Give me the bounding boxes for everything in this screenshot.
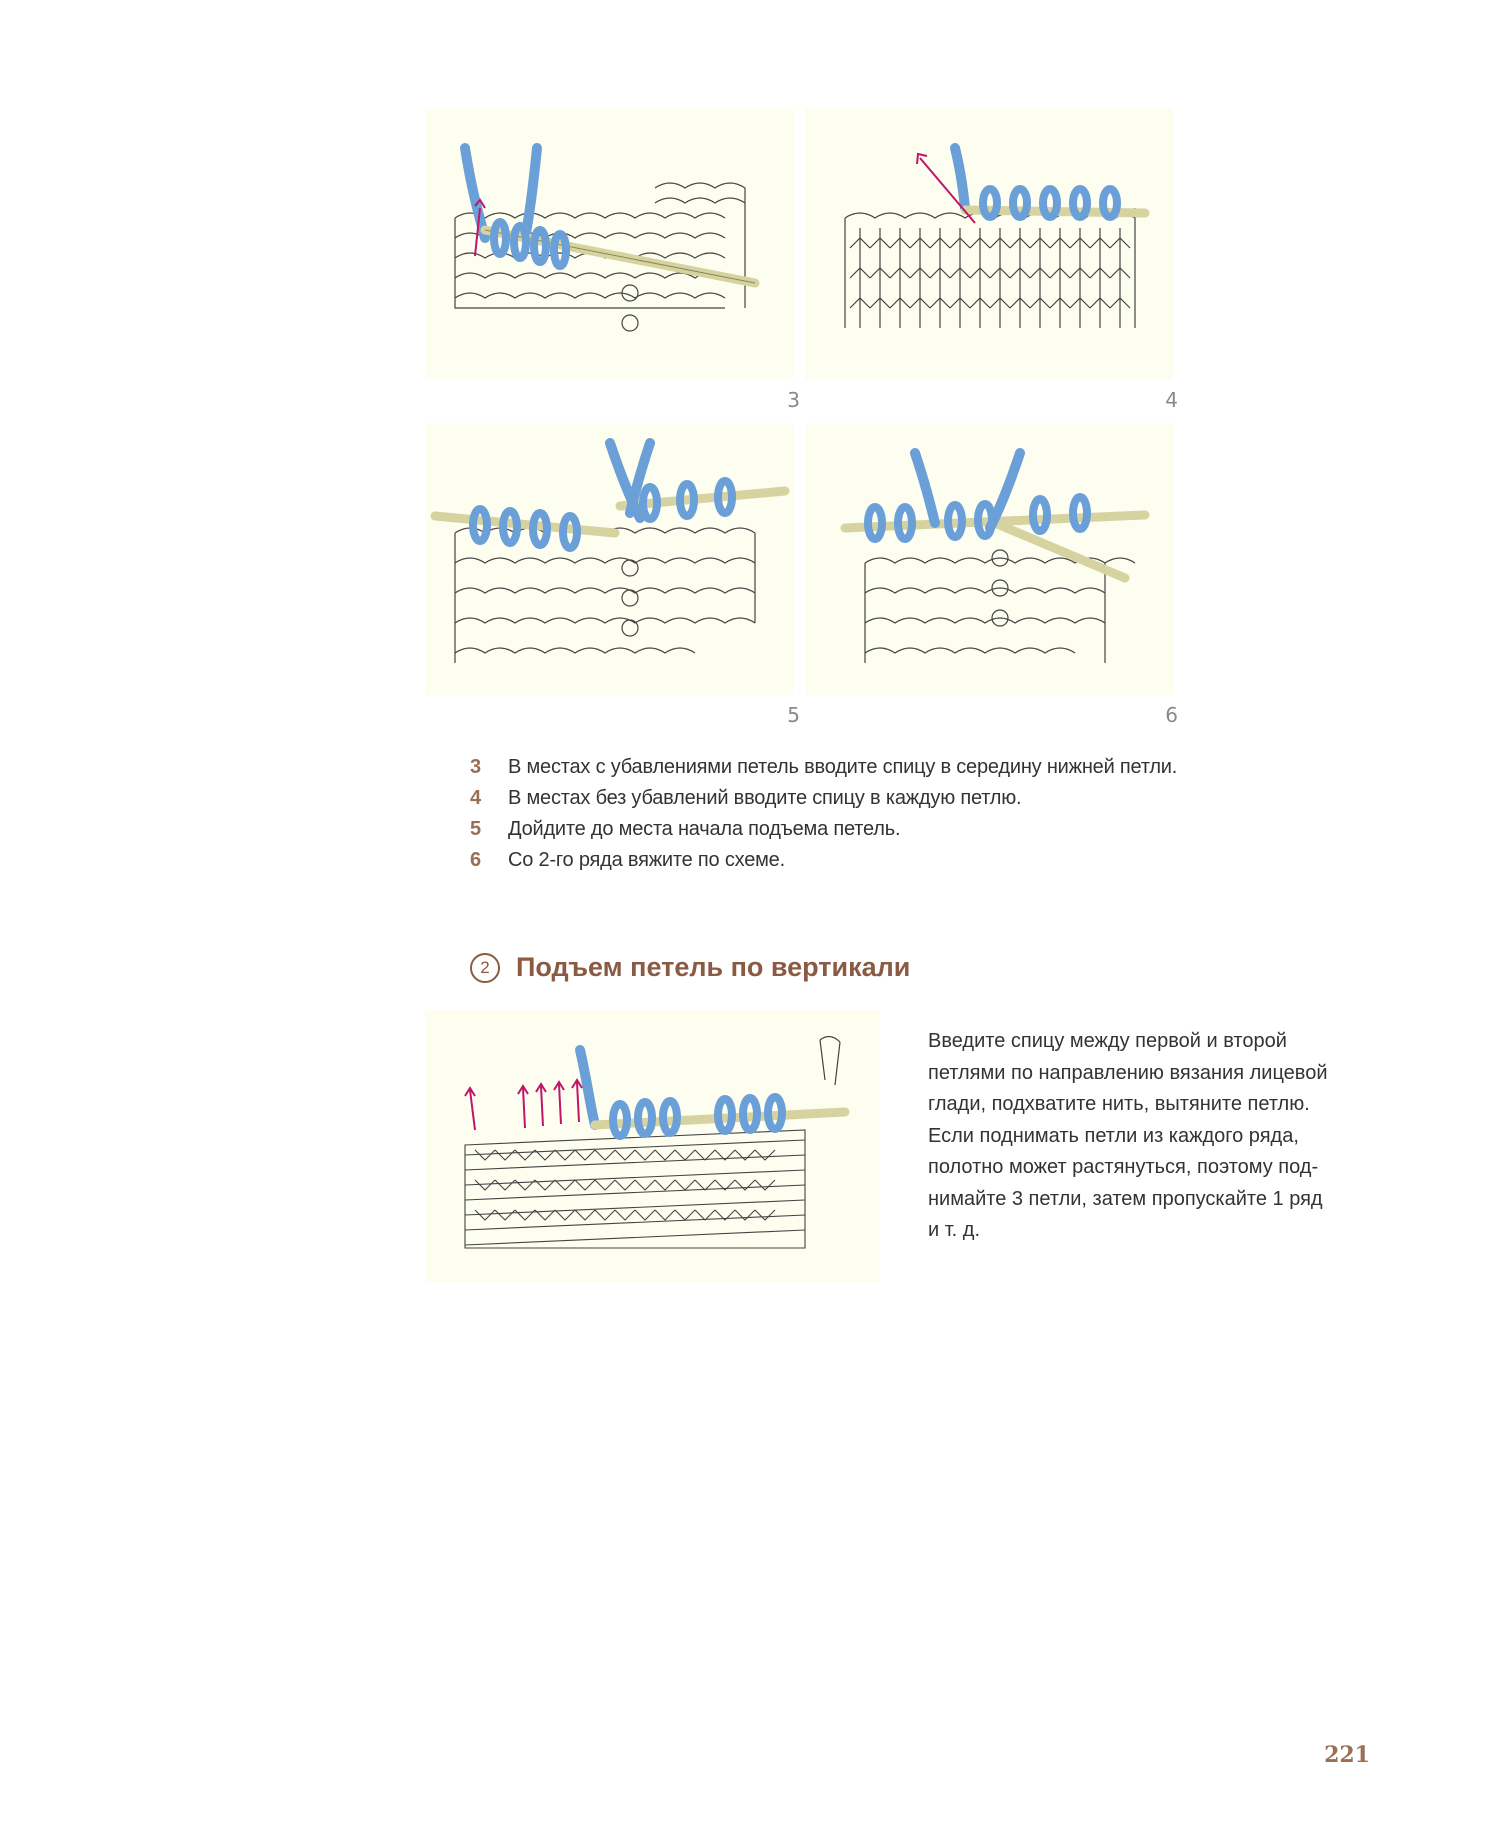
list-item	[470, 752, 1230, 783]
description-line: нимайте 3 петли, затем пропускайте 1 ряд	[928, 1187, 1323, 1210]
step-text: Со 2-го ряда вяжите по схеме.	[508, 849, 785, 871]
section-description	[928, 1026, 1348, 1247]
figure-6-illustration	[805, 423, 1173, 695]
page-number: 221	[1324, 1742, 1370, 1768]
step-number: 5	[470, 818, 482, 840]
section-marker: 2	[470, 953, 500, 983]
step-number: 4	[470, 787, 482, 809]
list-item	[470, 845, 1230, 876]
description-line: Введите спицу между первой и второй	[928, 1030, 1287, 1052]
step-text: В местах с убавлениями петель вводите спицу в середину нижней петли.	[508, 756, 1178, 778]
steps-list	[470, 752, 1230, 876]
description-line: петлями по направлению вязания лицевой	[928, 1061, 1328, 1084]
description-line: и т. д.	[928, 1219, 981, 1241]
figure-5-illustration	[425, 423, 793, 695]
description-line: глади, подхватите нить, вытяните петлю.	[928, 1093, 1310, 1115]
figure-number: 4	[1165, 388, 1178, 412]
figure-number: 5	[787, 703, 800, 727]
figure-3-illustration	[425, 108, 793, 380]
vertical-pickup-illustration	[425, 1010, 880, 1282]
step-number: 3	[470, 756, 482, 778]
section-heading	[470, 952, 910, 983]
figure-number: 3	[787, 388, 800, 412]
list-item	[470, 814, 1230, 845]
step-text: В местах без убавлений вводите спицу в каждую петлю.	[508, 787, 1022, 809]
step-text: Дойдите до места начала подъема петель.	[508, 818, 901, 840]
figure-number: 6	[1165, 703, 1178, 727]
section-title-text: Подъем петель по вертикали	[516, 952, 911, 982]
step-number: 6	[470, 849, 482, 871]
description-line: полотно может растянуться, поэтому под-	[928, 1156, 1319, 1178]
figure-4-illustration	[805, 108, 1173, 380]
description-line: Если поднимать петли из каждого ряда,	[928, 1124, 1299, 1147]
list-item	[470, 783, 1230, 814]
